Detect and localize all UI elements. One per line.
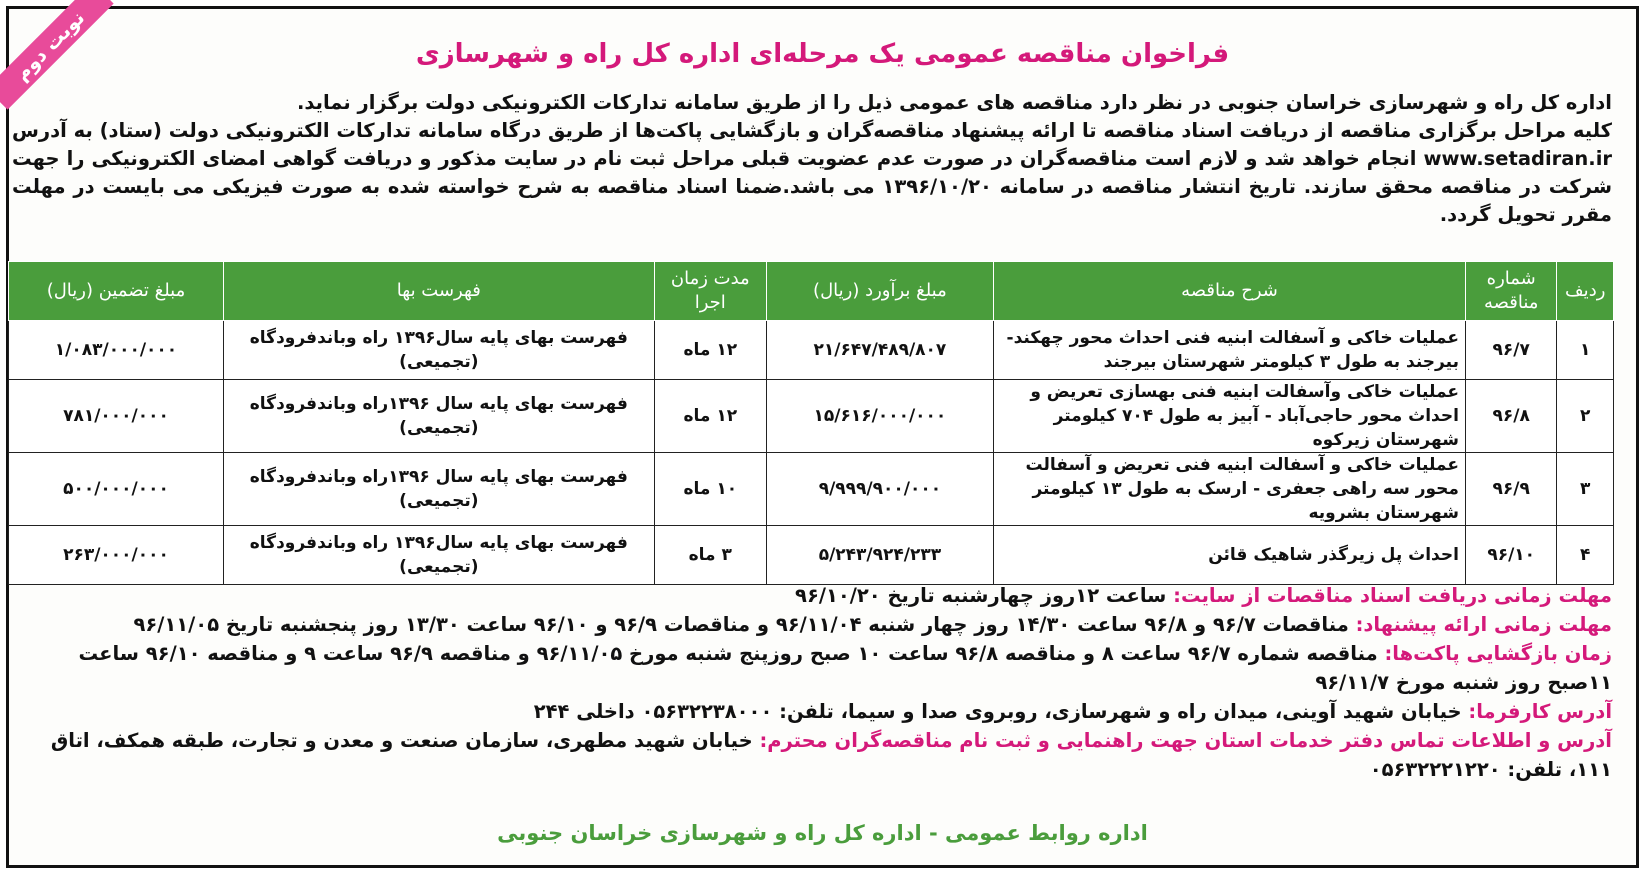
offer-deadline-label: مهلت زمانی ارائه پیشنهاد: — [1355, 613, 1612, 636]
cell-guarantee: ۷۸۱/۰۰۰/۰۰۰ — [9, 380, 224, 453]
cell-price-list: فهرست بهای پایه سال ۱۳۹۶راه وباندفرودگاه (تجمیعی) — [223, 453, 654, 526]
opening-time-label: زمان بازگشایی پاکت‌ها: — [1384, 642, 1612, 665]
intro-text — [12, 89, 1612, 229]
notice-details — [12, 581, 1612, 784]
col-estimate: مبلغ برآورد (ریال) — [766, 262, 993, 321]
cell-guarantee: ۱/۰۸۳/۰۰۰/۰۰۰ — [9, 321, 224, 380]
cell-price-list: فهرست بهای پایه سال ۱۳۹۶راه وباندفرودگاه (تجمیعی) — [223, 380, 654, 453]
service-office-value: خیابان شهید مطهری، سازمان صنعت و معدن و تجارت، طبقه همکف، اتاق ۱۱۱، تلفن: ۰۵۶۳۲۲۲۱۲۲۰ — [50, 729, 1612, 781]
col-duration: مدت زمان اجرا — [654, 262, 766, 321]
cell-duration: ۳ ماه — [654, 526, 766, 585]
cell-description: احداث پل زیرگذر شاهیک قائن — [994, 526, 1466, 585]
cell-estimate: ۱۵/۶۱۶/۰۰۰/۰۰۰ — [766, 380, 993, 453]
cell-estimate: ۵/۲۴۳/۹۲۴/۲۳۳ — [766, 526, 993, 585]
doc-deadline — [12, 581, 1612, 610]
signature: اداره روابط عمومی - اداره کل راه و شهرسازی خراسان جنوبی — [497, 821, 1148, 845]
offer-deadline-value: مناقصات ۹۶/۷ و ۹۶/۸ ساعت ۱۴/۳۰ روز چهار شنبه ۹۶/۱۱/۰۴ و مناقصات ۹۶/۹ و ۹۶/۱۰ ساعت ۱۳/۳۰ روز پنجشنبه تاریخ ۹۶/۱۱/۰۵ — [133, 613, 1349, 636]
cell-row: ۱ — [1557, 321, 1614, 380]
tender-table — [8, 261, 1614, 585]
intro-paragraph: کلیه مراحل برگزاری مناقصه از دریافت اسناد مناقصه تا ارائه پیشنهاد مناقصه‌گران و بازگشایی پاکت‌ها از طریق درگاه سامانه تدارکات الکترونیکی دولت (ستاد) به آدرس www.setadiran.ir انجام خواهد شد و لازم است مناقصه‌گران در صورت عدم عضویت قبلی مراحل ثبت نام در سایت مذکور و دریافت گواهی امضای الکترونیکی را جهت شرکت در مناقصه محقق سازند. تاریخ انتشار مناقصه در سامانه ۱۳۹۶/۱۰/۲۰ می باشد.ضمنا اسناد مناقصه به شرح خواسته شده به صورت فیزیکی می بایست در مهلت مقرر تحویل گردد. — [12, 119, 1613, 226]
employer-address — [12, 697, 1612, 726]
cell-row: ۳ — [1557, 453, 1614, 526]
cell-row: ۲ — [1557, 380, 1614, 453]
cell-estimate: ۲۱/۶۴۷/۴۸۹/۸۰۷ — [766, 321, 993, 380]
offer-deadline — [12, 610, 1612, 639]
cell-guarantee: ۲۶۳/۰۰۰/۰۰۰ — [9, 526, 224, 585]
service-office-label: آدرس و اطلاعات تماس دفتر خدمات استان جهت راهنمایی و ثبت نام مناقصه‌گران محترم: — [759, 729, 1612, 752]
opening-time-value: مناقصه شماره ۹۶/۷ ساعت ۸ و مناقصه ۹۶/۸ ساعت ۱۰ صبح روزپنج شنبه مورخ ۹۶/۱۱/۰۵ و مناقصه ۹۶/۹ ساعت ۹ و مناقصه ۹۶/۱۰ ساعت ۱۱صبح روز شنبه مورخ ۹۶/۱۱/۷ — [78, 642, 1612, 694]
employer-address-label: آدرس کارفرما: — [1468, 700, 1612, 723]
cell-number: ۹۶/۷ — [1465, 321, 1557, 380]
cell-duration: ۱۰ ماه — [654, 453, 766, 526]
cell-description: عملیات خاکی و آسفالت ابنیه فنی تعریض و آسفالت محور سه راهی جعفری - ارسک به طول ۱۳ کیلومتر شهرستان بشرویه — [994, 453, 1466, 526]
cell-row: ۴ — [1557, 526, 1614, 585]
cell-description: عملیات خاکی وآسفالت ابنیه فنی بهسازی تعریض و احداث محور حاجی‌آباد - آبیز به طول ۷۰۴ کیلومتر شهرستان زیرکوه — [994, 380, 1466, 453]
cell-number: ۹۶/۱۰ — [1465, 526, 1557, 585]
round-badge: نوبت دوم — [0, 0, 114, 110]
table-row — [9, 526, 1614, 585]
table-row — [9, 453, 1614, 526]
employer-address-value: خیابان شهید آوینی، میدان راه و شهرسازی، روبروی صدا و سیما، تلفن: ۰۵۶۳۲۲۳۸۰۰۰ داخلی ۲۴۴ — [533, 700, 1462, 723]
service-office-contact — [12, 726, 1612, 784]
table-row — [9, 321, 1614, 380]
col-number: شماره مناقصه — [1465, 262, 1557, 321]
cell-guarantee: ۵۰۰/۰۰۰/۰۰۰ — [9, 453, 224, 526]
cell-number: ۹۶/۸ — [1465, 380, 1557, 453]
cell-estimate: ۹/۹۹۹/۹۰۰/۰۰۰ — [766, 453, 993, 526]
cell-price-list: فهرست بهای پایه سال۱۳۹۶ راه وباندفرودگاه (تجمیعی) — [223, 321, 654, 380]
cell-description: عملیات خاکی و آسفالت ابنیه فنی احداث محور چهکند- بیرجند به طول ۳ کیلومتر شهرستان بیرجند — [994, 321, 1466, 380]
cell-duration: ۱۲ ماه — [654, 321, 766, 380]
notice-title: فراخوان مناقصه عمومی یک مرحله‌ای اداره کل راه و شهرسازی — [415, 39, 1230, 69]
col-row: ردیف — [1557, 262, 1614, 321]
col-guarantee: مبلغ تضمین (ریال) — [9, 262, 224, 321]
doc-deadline-label: مهلت زمانی دریافت اسناد مناقصات از سایت: — [1173, 584, 1612, 607]
table-header-row — [9, 262, 1614, 321]
col-description: شرح مناقصه — [994, 262, 1466, 321]
tender-notice — [6, 6, 1639, 868]
table-row — [9, 380, 1614, 453]
col-price-list: فهرست بها — [223, 262, 654, 321]
tender-table-wrap — [8, 261, 1614, 585]
cell-number: ۹۶/۹ — [1465, 453, 1557, 526]
cell-duration: ۱۲ ماه — [654, 380, 766, 453]
opening-time — [12, 639, 1612, 697]
intro-paragraph: اداره کل راه و شهرسازی خراسان جنوبی در نظر دارد مناقصه های عمومی ذیل را از طریق سامانه تدارکات الکترونیکی دولت برگزار نماید. — [296, 91, 1612, 114]
doc-deadline-value: ساعت ۱۲روز چهارشنبه تاریخ ۹۶/۱۰/۲۰ — [795, 584, 1167, 607]
cell-price-list: فهرست بهای پایه سال۱۳۹۶ راه وباندفرودگاه (تجمیعی) — [223, 526, 654, 585]
